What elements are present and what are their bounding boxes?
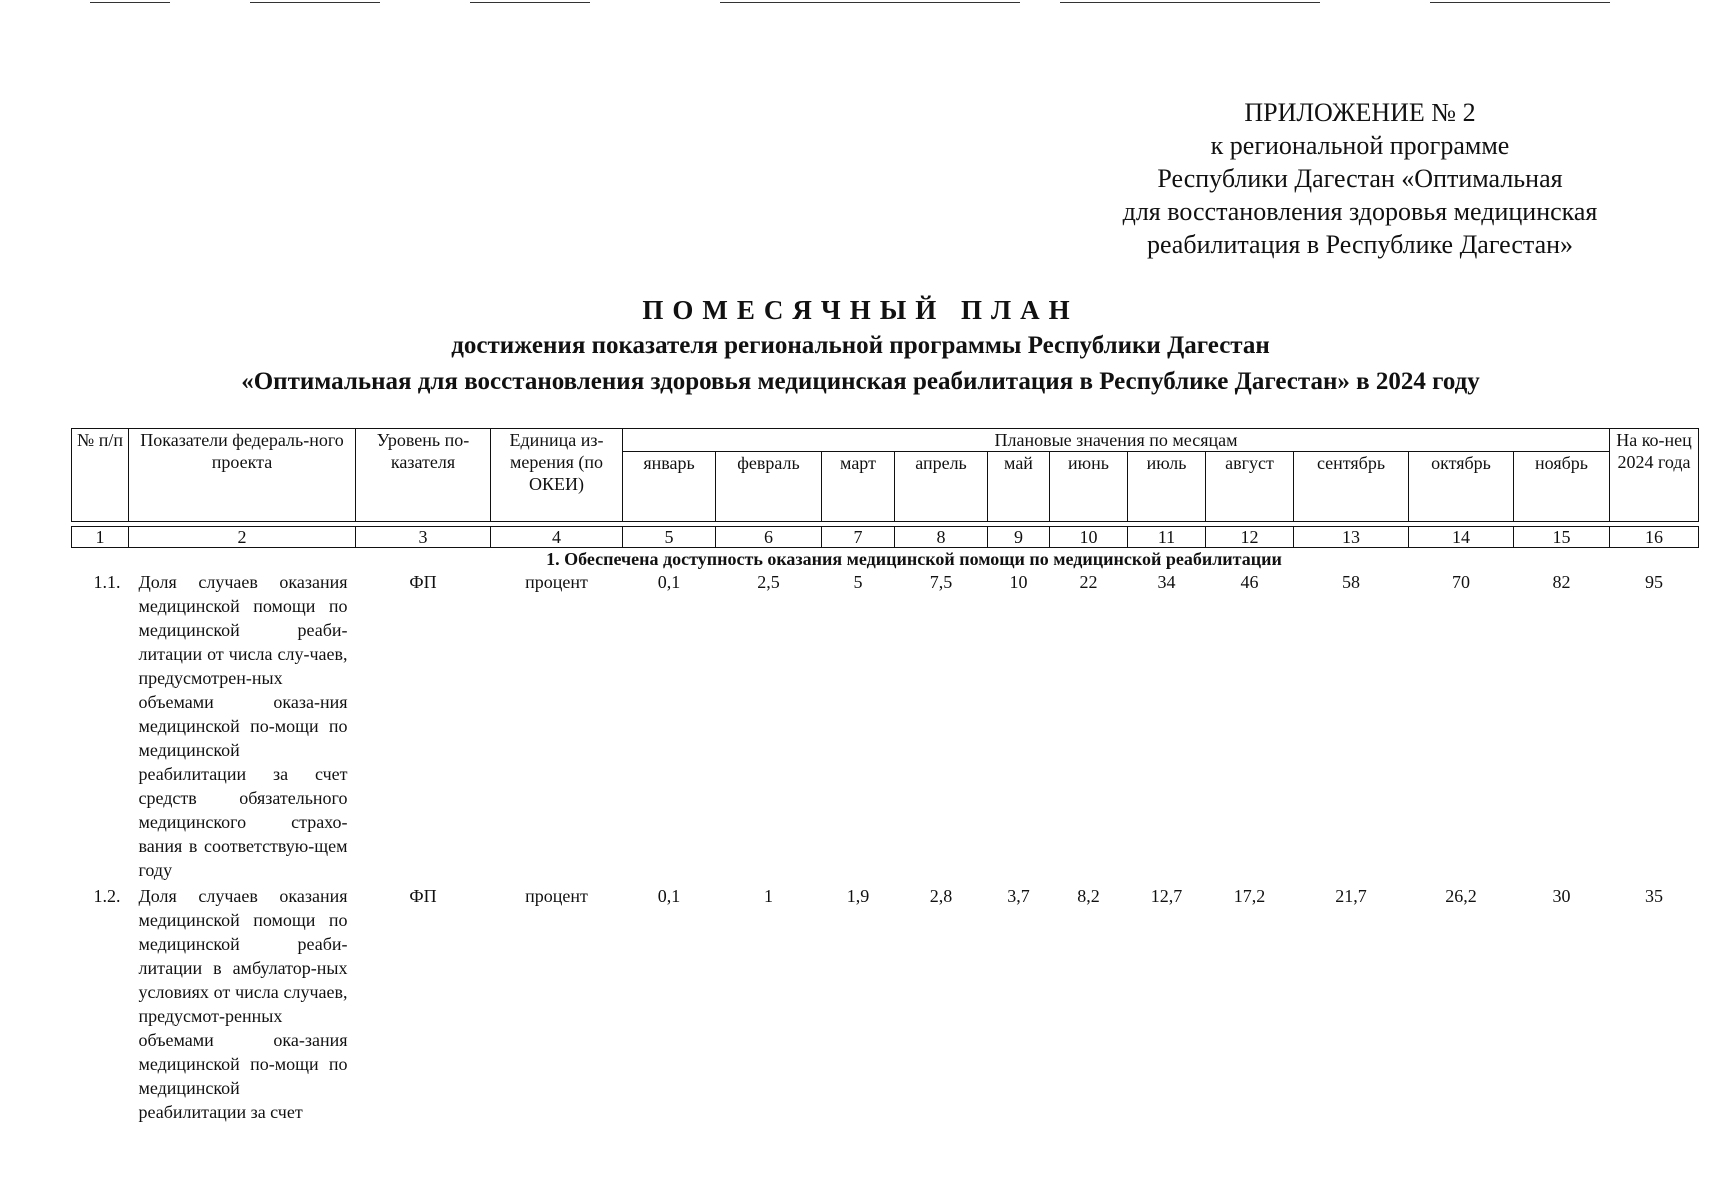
header-month: январь	[623, 452, 716, 522]
scan-edge-line	[90, 2, 170, 3]
document-title	[0, 292, 1721, 400]
end-of-year-value: 35	[1645, 886, 1664, 906]
column-number: 3	[356, 527, 491, 548]
month-value: 2,8	[929, 886, 953, 906]
header-unit: Единица из-мерения (по ОКЕИ)	[491, 429, 623, 522]
title-subtitle-line: «Оптимальная для восстановления здоровья медицинская реабилитация в Республике Дагестан» в 2024 году	[241, 368, 1480, 395]
scan-edge-line	[470, 2, 590, 3]
month-value: 5	[853, 572, 863, 592]
row-number: 1.1.	[93, 572, 121, 592]
column-number: 6	[716, 527, 822, 548]
header-planned-values: Плановые значения по месяцам	[623, 429, 1610, 452]
header-month: июнь	[1050, 452, 1128, 522]
column-number: 5	[623, 527, 716, 548]
month-value: 30	[1552, 886, 1571, 906]
title-main: ПОМЕСЯЧНЫЙ ПЛАН	[642, 295, 1079, 325]
column-number: 4	[491, 527, 623, 548]
row-number: 1.2.	[93, 886, 121, 906]
header-end-of-year: На ко-нец 2024 года	[1610, 429, 1699, 522]
month-value: 2,5	[757, 572, 780, 592]
column-number: 7	[822, 527, 895, 548]
scan-edge-line	[1430, 2, 1610, 3]
table-row	[72, 570, 1699, 882]
column-number: 13	[1294, 527, 1409, 548]
column-number: 10	[1050, 527, 1128, 548]
header-month: ноябрь	[1514, 452, 1610, 522]
column-number: 14	[1409, 527, 1514, 548]
month-value: 26,2	[1445, 886, 1477, 906]
header-month: август	[1206, 452, 1294, 522]
header-month: октябрь	[1409, 452, 1514, 522]
month-value: 0,1	[657, 886, 681, 906]
indicator-unit: процент	[525, 886, 588, 906]
month-value: 21,7	[1335, 886, 1367, 906]
indicator-name: Доля случаев оказания медицинской помощи по медицинской реаби-литации от числа слу-чаев, предусмотрен-ных объемами оказа-ния медицинской по-мощи по медицинской реабилитации за счет средств обязательного медицинского страхо-вания в соответствую-щем году	[138, 572, 348, 880]
scan-edge-line	[720, 2, 1020, 3]
column-number: 12	[1206, 527, 1294, 548]
appendix-line: для восстановления здоровья медицинская	[1122, 197, 1598, 226]
appendix-line: к региональной программе	[1210, 131, 1510, 160]
month-value: 8,2	[1077, 886, 1100, 906]
section-heading: 1. Обеспечена доступность оказания медицинской помощи по медицинской реабилитации	[546, 549, 1282, 569]
indicator-level: ФП	[409, 572, 437, 592]
scan-edge-line	[250, 2, 380, 3]
month-value: 12,7	[1150, 886, 1183, 906]
column-number: 15	[1514, 527, 1610, 548]
header-month: февраль	[716, 452, 822, 522]
header-indicator: Показатели федераль-ного проекта	[129, 429, 356, 522]
column-number: 2	[129, 527, 356, 548]
month-value: 58	[1342, 572, 1360, 592]
header-level: Уровень по-казателя	[356, 429, 491, 522]
indicator-name: Доля случаев оказания медицинской помощи по медицинской реаби-литации в амбулатор-ных условиях от числа случаев, предусмот-ренных объемами ока-зания медицинской по-мощи по медицинской реабилитации за счет	[138, 886, 348, 1122]
header-month: март	[822, 452, 895, 522]
month-value: 7,5	[929, 572, 953, 592]
column-number: 1	[72, 527, 129, 548]
indicator-unit: процент	[525, 572, 588, 592]
header-month: май	[988, 452, 1050, 522]
monthly-plan-table	[71, 428, 1699, 1124]
header-num: № п/п	[72, 429, 129, 522]
title-subtitle-line: достижения показателя региональной программы Республики Дагестан	[451, 332, 1270, 359]
month-value: 10	[1009, 572, 1028, 592]
month-value: 17,2	[1233, 886, 1266, 906]
month-value: 0,1	[657, 572, 681, 592]
indicator-level: ФП	[409, 886, 437, 906]
end-of-year-value: 95	[1645, 572, 1664, 592]
month-value: 34	[1157, 572, 1176, 592]
month-value: 22	[1079, 572, 1098, 592]
month-value: 46	[1240, 572, 1259, 592]
column-number: 16	[1610, 527, 1699, 548]
column-number-row	[72, 527, 1699, 548]
header-month: сентябрь	[1294, 452, 1409, 522]
appendix-line: реабилитация в Республике Дагестан»	[1146, 230, 1574, 259]
column-number: 8	[895, 527, 988, 548]
appendix-heading	[1060, 96, 1660, 261]
month-value: 1	[764, 886, 773, 906]
appendix-line: ПРИЛОЖЕНИЕ № 2	[1244, 98, 1476, 127]
month-value: 3,7	[1007, 886, 1030, 906]
header-month: апрель	[895, 452, 988, 522]
month-value: 1,9	[846, 886, 870, 906]
table-row	[72, 882, 1699, 1124]
header-month: июль	[1128, 452, 1206, 522]
scan-edge-line	[1060, 2, 1320, 3]
month-value: 82	[1552, 572, 1571, 592]
column-number: 11	[1128, 527, 1206, 548]
month-value: 70	[1452, 572, 1470, 592]
column-number: 9	[988, 527, 1050, 548]
appendix-line: Республики Дагестан «Оптимальная	[1157, 164, 1563, 193]
